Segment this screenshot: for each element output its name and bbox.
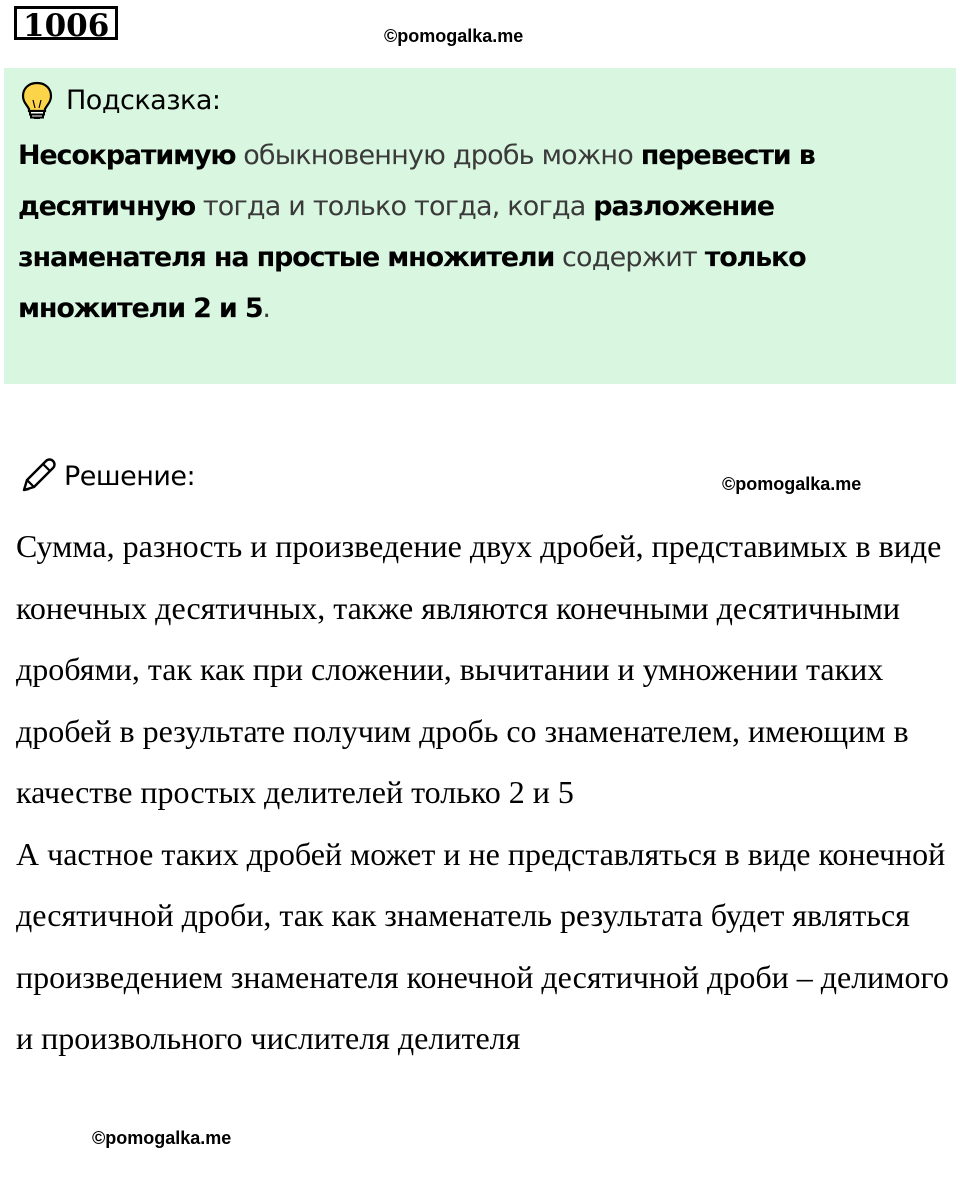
hint-title: Подсказка: [66,84,221,116]
hint-box [4,68,956,384]
hint-segment: обыкновенную дробь можно [235,140,641,171]
hint-segment: разложение знаменателя на простые множители [18,191,774,273]
hint-header [18,82,942,118]
hint-text [18,130,942,334]
solution-paragraph-2: А частное таких дробей может и не представляться в виде конечной десятичной дроби, так как знаменатель результата будет являться произведением знаменателя конечной десятичной дроби – делимого и произвольного числителя делителя [16,835,949,1056]
task-number: 1006 [14,6,118,40]
hint-segment: . [262,293,271,324]
watermark-bottom: ©pomogalka.me [92,1128,232,1148]
hint-segment: Несократимую [18,140,236,171]
hint-segment: только множители 2 и 5 [18,242,806,324]
watermark-top: ©pomogalka.me [384,26,524,46]
solution-header [16,454,195,498]
hint-segment: тогда и только тогда, когда [195,191,594,222]
lightbulb-icon [20,80,54,120]
pencil-icon [16,454,60,498]
solution-text [16,516,951,1070]
solution-paragraph-1: Сумма, разность и произведение двух дробей, представимых в виде конечных десятичных, также являются конечными десятичными дробями, так как при сложении, вычитании и умножении таких дробей в результате получим дробь со знаменателем, имеющим в качестве простых делителей только 2 и 5 [16,528,942,810]
watermark-middle: ©pomogalka.me [722,474,862,494]
solution-title: Решение: [64,460,196,492]
hint-segment: перевести в десятичную [18,140,815,222]
hint-segment: содержит [554,242,705,273]
